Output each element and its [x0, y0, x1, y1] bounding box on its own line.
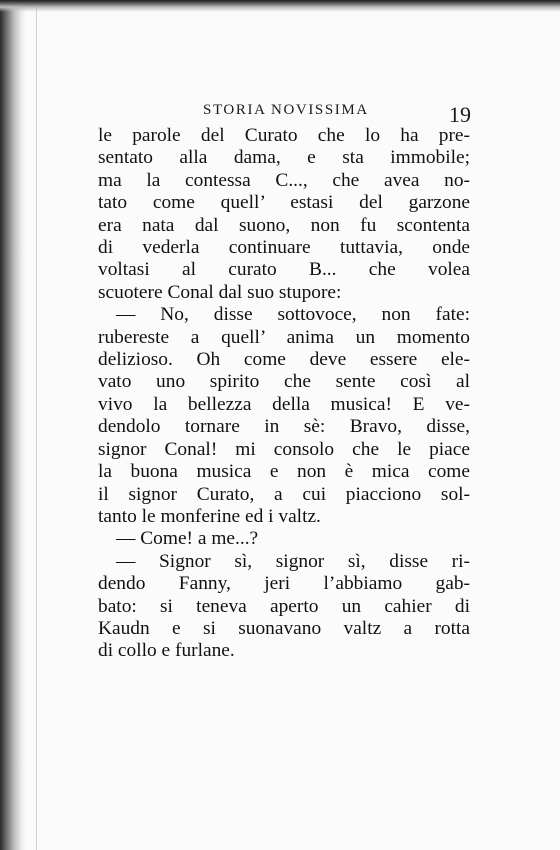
text-line: di collo e furlane. [98, 640, 235, 662]
text-line: bato: si teneva aperto un cahier di [98, 595, 470, 617]
text-line: voltasi al curato B... che volea [98, 259, 470, 281]
text-line: la buona musica e non è mica come [98, 461, 470, 483]
body-text [98, 125, 470, 663]
text-line: ma la contessa C..., che avea no- [98, 169, 470, 191]
scan-top-shadow [0, 0, 560, 12]
text-line: signor Conal! mi consolo che le piace [98, 438, 470, 460]
page-number: 19 [449, 102, 471, 127]
text-line: dendolo tornare in sè: Bravo, disse, [98, 416, 470, 438]
page-fold-line [36, 0, 37, 850]
text-line: le parole del Curato che lo ha pre- [98, 125, 470, 146]
text-line: il signor Curato, a cui piacciono sol- [98, 483, 470, 505]
text-line: — Come! a me...? [116, 528, 259, 550]
text-line: dendo Fanny, jeri l’abbiamo gab- [98, 573, 470, 595]
text-line: delizioso. Oh come deve essere ele- [98, 349, 470, 371]
text-line: — No, disse sottovoce, non fate: [116, 304, 470, 326]
text-line: vivo la bellezza della musica! E ve- [98, 393, 470, 415]
text-line: era nata dal suono, non fu scontenta [98, 214, 470, 236]
text-line: Kaudn e si suonavano valtz a rotta [98, 617, 470, 639]
binding-gutter-shadow [0, 0, 26, 850]
text-line: sentato alla dama, e sta immobile; [98, 147, 470, 169]
running-head: STORIA NOVISSIMA [203, 102, 369, 118]
text-line: di vederla continuare tuttavia, onde [98, 237, 470, 259]
text-line: tanto le monferine ed i valtz. [98, 505, 321, 527]
text-line: — Signor sì, signor sì, disse ri- [116, 550, 470, 572]
text-line: tato come quell’ estasi del garzone [98, 192, 470, 214]
text-line: vato uno spirito che sente così al [98, 371, 470, 393]
text-line: scuotere Conal dal suo stupore: [98, 281, 342, 303]
text-line: rubereste a quell’ anima un momento [98, 326, 470, 348]
